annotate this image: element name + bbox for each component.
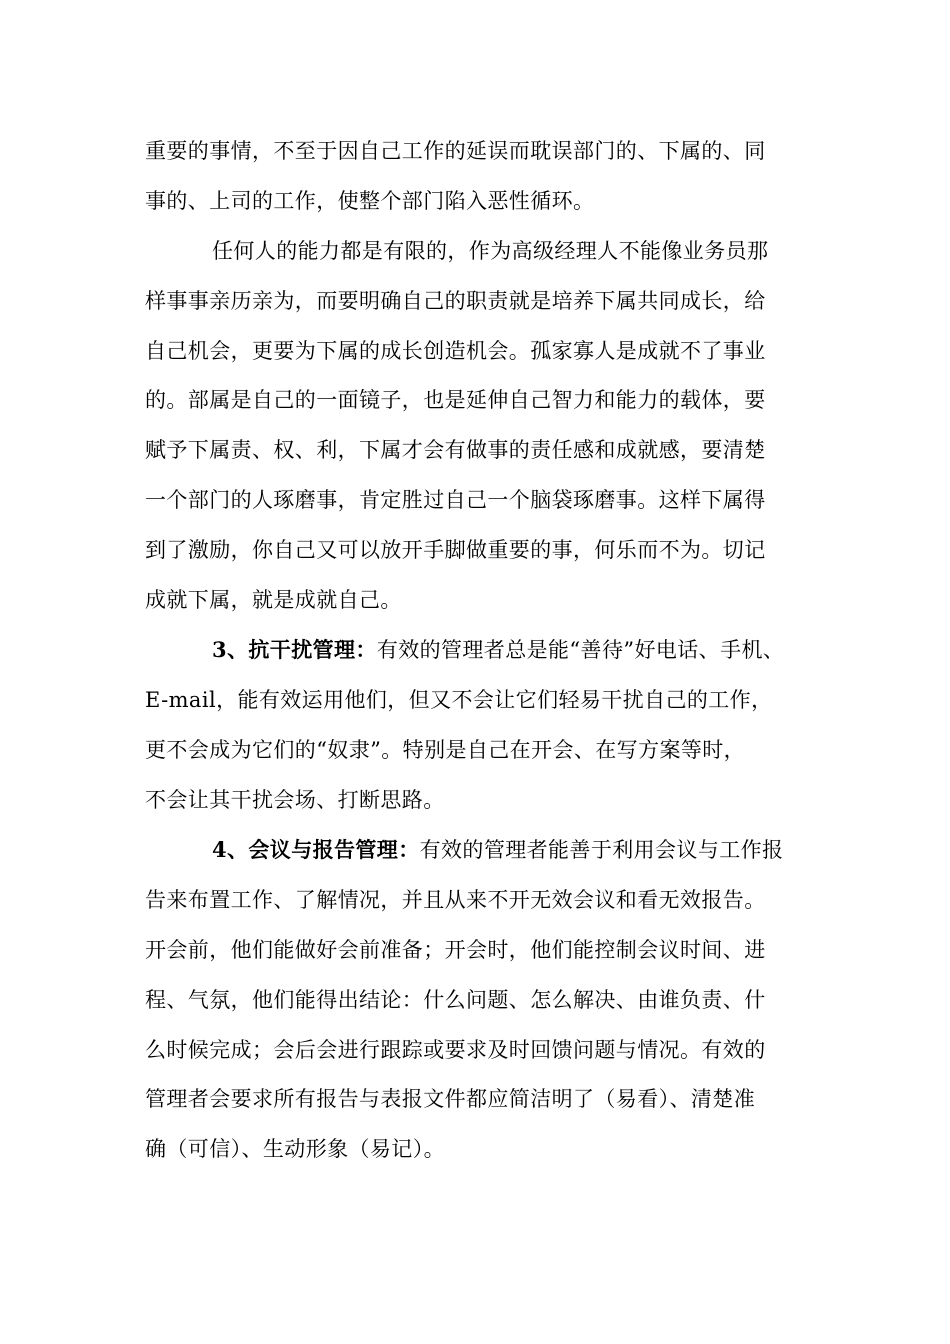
paragraph-2-line-4: 的。部属是自己的一面镜子，也是延伸自己智力和能力的载体，要	[145, 388, 766, 412]
paragraph-2-line-3: 自己机会，更要为下属的成长创造机会。孤家寡人是成就不了事业	[145, 339, 766, 363]
paragraph-4-line-4: 程、气氛，他们能得出结论：什么问题、怎么解决、由谁负责、什	[145, 988, 766, 1012]
paragraph-3-line-2: E-mail，能有效运用他们，但又不会让它们轻易干扰自己的工作，	[145, 688, 773, 712]
paragraph-4-line-6: 管理者会要求所有报告与表报文件都应简洁明了（易看）、清楚准	[145, 1087, 756, 1111]
paragraph-2-line-7: 到了激励，你自己又可以放开手脚做重要的事，何乐而不为。切记	[145, 538, 766, 562]
paragraph-3-line-1	[212, 636, 784, 664]
paragraph-4-line-1-text: 有效的管理者能善于利用会议与工作报	[419, 838, 784, 862]
paragraph-3-line-4: 不会让其干扰会场、打断思路。	[145, 788, 445, 812]
paragraph-4-line-1	[212, 836, 783, 864]
paragraph-3-line-1-text: 有效的管理者总是能“善待”好电话、手机、	[376, 638, 785, 662]
section-4-heading: 4、会议与报告管理：	[212, 837, 420, 862]
section-3-heading: 3、抗干扰管理：	[212, 637, 377, 662]
paragraph-2-line-1: 任何人的能力都是有限的，作为高级经理人不能像业务员那	[212, 239, 769, 263]
paragraph-2-line-5: 赋予下属责、权、利，下属才会有做事的责任感和成就感，要清楚	[145, 438, 766, 462]
paragraph-3-line-3: 更不会成为它们的“奴隶”。特别是自己在开会、在写方案等时，	[145, 738, 746, 762]
paragraph-4-line-2: 告来布置工作、了解情况，并且从来不开无效会议和看无效报告。	[145, 888, 766, 912]
paragraph-4-line-7: 确（可信）、生动形象（易记）。	[145, 1137, 445, 1161]
paragraph-4-line-5: 么时候完成；会后会进行跟踪或要求及时回馈问题与情况。有效的	[145, 1038, 766, 1062]
paragraph-1-line-2: 事的、上司的工作，使整个部门陷入恶性循环。	[145, 189, 595, 213]
paragraph-4-line-3: 开会前，他们能做好会前准备；开会时，他们能控制会议时间、进	[145, 938, 766, 962]
paragraph-2-line-2: 样事事亲历亲为，而要明确自己的职责就是培养下属共同成长，给	[145, 289, 766, 313]
paragraph-2-line-8: 成就下属，就是成就自己。	[145, 588, 402, 612]
paragraph-1-line-1: 重要的事情，不至于因自己工作的延误而耽误部门的、下属的、同	[145, 139, 766, 163]
paragraph-2-line-6: 一个部门的人琢磨事，肯定胜过自己一个脑袋琢磨事。这样下属得	[145, 488, 766, 512]
